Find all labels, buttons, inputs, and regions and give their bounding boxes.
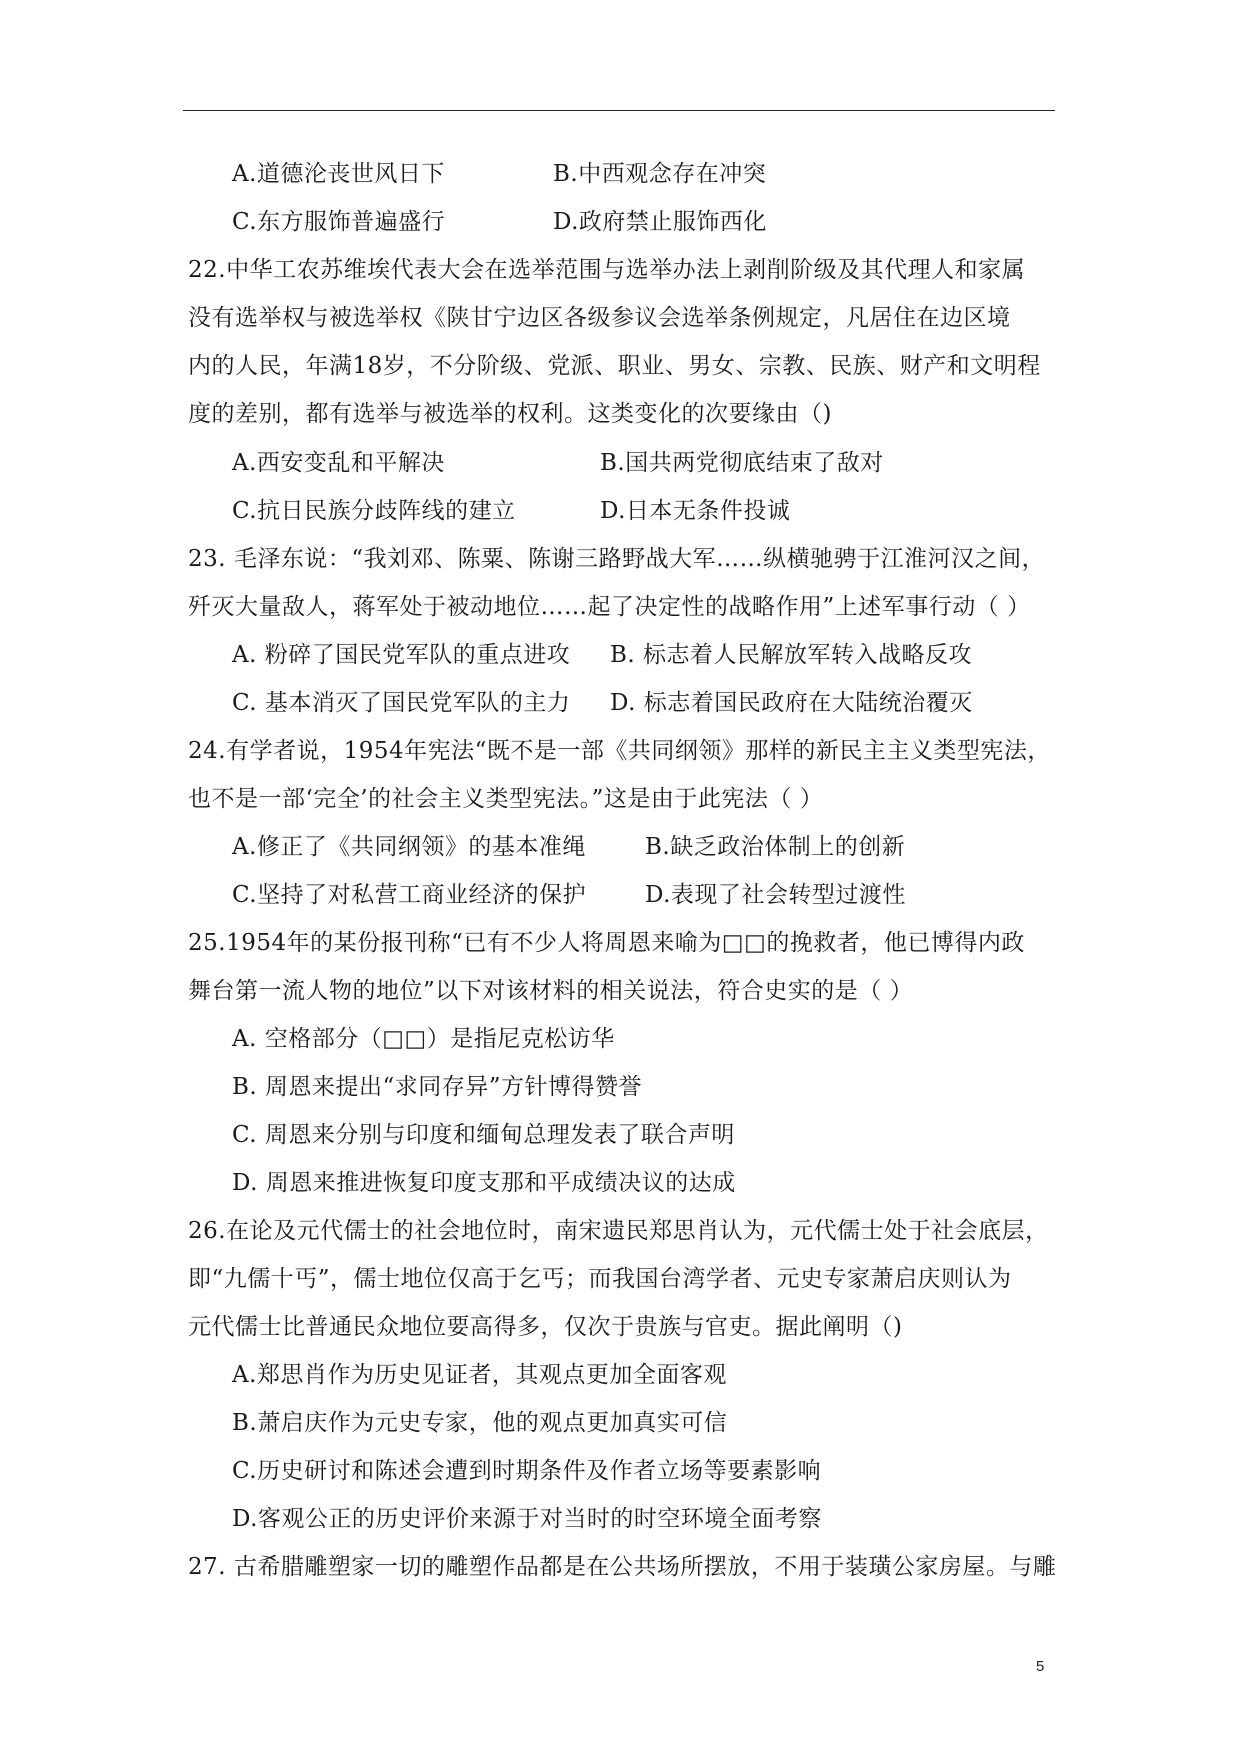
q25-option-d: D. 周恩来推进恢复印度支那和平成绩决议的达成 [232, 1170, 736, 1196]
q25-option-b: B. 周恩来提出“求同存异”方针博得赞誉 [232, 1074, 643, 1100]
q22-option-a: A.西安变乱和平解决 [232, 450, 445, 476]
q26-option-b: B.萧启庆作为元史专家，他的观点更加真实可信 [232, 1410, 728, 1436]
q23-option-d: D. 标志着国民政府在大陆统治覆灭 [610, 690, 973, 716]
header-rule [183, 110, 1055, 111]
q24-option-d: D.表现了社会转型过渡性 [645, 882, 906, 908]
q22-option-d: D.日本无条件投诚 [600, 498, 791, 524]
q26-option-d: D.客观公正的历史评价来源于对当时的时空环境全面考察 [232, 1506, 822, 1532]
q25-stem-line-2: 舞台第一流人物的地位”以下对该材料的相关说法，符合史实的是（ ） [188, 978, 914, 1004]
q26-stem-line-2: 即“九儒十丐”，儒士地位仅高于乞丐；而我国台湾学者、元史专家萧启庆则认为 [188, 1266, 1012, 1292]
q21-option-d: D.政府禁止服饰西化 [553, 209, 767, 235]
q24-option-b: B.缺乏政治体制上的创新 [645, 834, 906, 860]
q22-option-b: B.国共两党彻底结束了敌对 [600, 450, 884, 476]
q21-option-b: B.中西观念存在冲突 [553, 161, 767, 187]
q26-option-c: C.历史研讨和陈述会遭到时期条件及作者立场等要素影响 [232, 1458, 822, 1484]
q23-stem-line-1: 23. 毛泽东说：“我刘邓、陈粟、陈谢三路野战大军……纵横驰骋于江淮河汉之间， [188, 546, 1046, 572]
q24-stem-line-2: 也不是一部‘完全’的社会主义类型宪法。”这是由于此宪法（ ） [188, 786, 824, 812]
q26-stem-line-1: 26.在论及元代儒士的社会地位时，南宋遗民郑思肖认为，元代儒士处于社会底层， [188, 1218, 1049, 1244]
q22-stem-line-4: 度的差别，都有选举与被选举的权利。这类变化的次要缘由（) [188, 401, 832, 427]
q23-stem-line-2: 歼灭大量敌人，蒋军处于被动地位……起了决定性的战略作用”上述军事行动（ ） [188, 594, 1031, 620]
q25-stem-line-1: 25.1954年的某份报刊称“已有不少人将周恩来喻为□□的挽救者，他已博得内政 [188, 930, 1025, 956]
q21-option-a: A.道德沦丧世风日下 [232, 161, 445, 187]
q23-option-a: A. 粉碎了国民党军队的重点进攻 [232, 642, 571, 668]
q22-stem-line-1: 22.中华工农苏维埃代表大会在选举范围与选举办法上剥削阶级及其代理人和家属 [188, 257, 1026, 283]
q24-option-a: A.修正了《共同纲领》的基本准绳 [232, 834, 586, 860]
q25-option-c: C. 周恩来分别与印度和缅甸总理发表了联合声明 [232, 1122, 735, 1148]
q22-option-c: C.抗日民族分歧阵线的建立 [232, 498, 516, 524]
q22-stem-line-2: 没有选举权与被选举权《陕甘宁边区各级参议会选举条例规定，凡居住在边区境 [188, 305, 1011, 331]
q21-option-c: C.东方服饰普遍盛行 [232, 209, 446, 235]
q26-stem-line-3: 元代儒士比普通民众地位要高得多，仅次于贵族与官吏。据此阐明（) [188, 1314, 903, 1340]
q27-stem-line-1: 27. 古希腊雕塑家一切的雕塑作品都是在公共场所摆放，不用于装璜公家房屋。与雕 [188, 1554, 1057, 1580]
q24-stem-line-1: 24.有学者说，1954年宪法“既不是一部《共同纲领》那样的新民主主义类型宪法， [188, 738, 1051, 764]
page-number: 5 [1036, 1658, 1045, 1675]
q25-option-a: A. 空格部分（□□）是指尼克松访华 [232, 1026, 615, 1052]
q23-option-b: B. 标志着人民解放军转入战略反攻 [610, 642, 973, 668]
q23-option-c: C. 基本消灭了国民党军队的主力 [232, 690, 571, 716]
q24-option-c: C.坚持了对私营工商业经济的保护 [232, 882, 587, 908]
q26-option-a: A.郑思肖作为历史见证者，其观点更加全面客观 [232, 1362, 727, 1388]
q22-stem-line-3: 内的人民，年满18岁，不分阶级、党派、职业、男女、宗教、民族、财产和文明程 [188, 353, 1041, 379]
